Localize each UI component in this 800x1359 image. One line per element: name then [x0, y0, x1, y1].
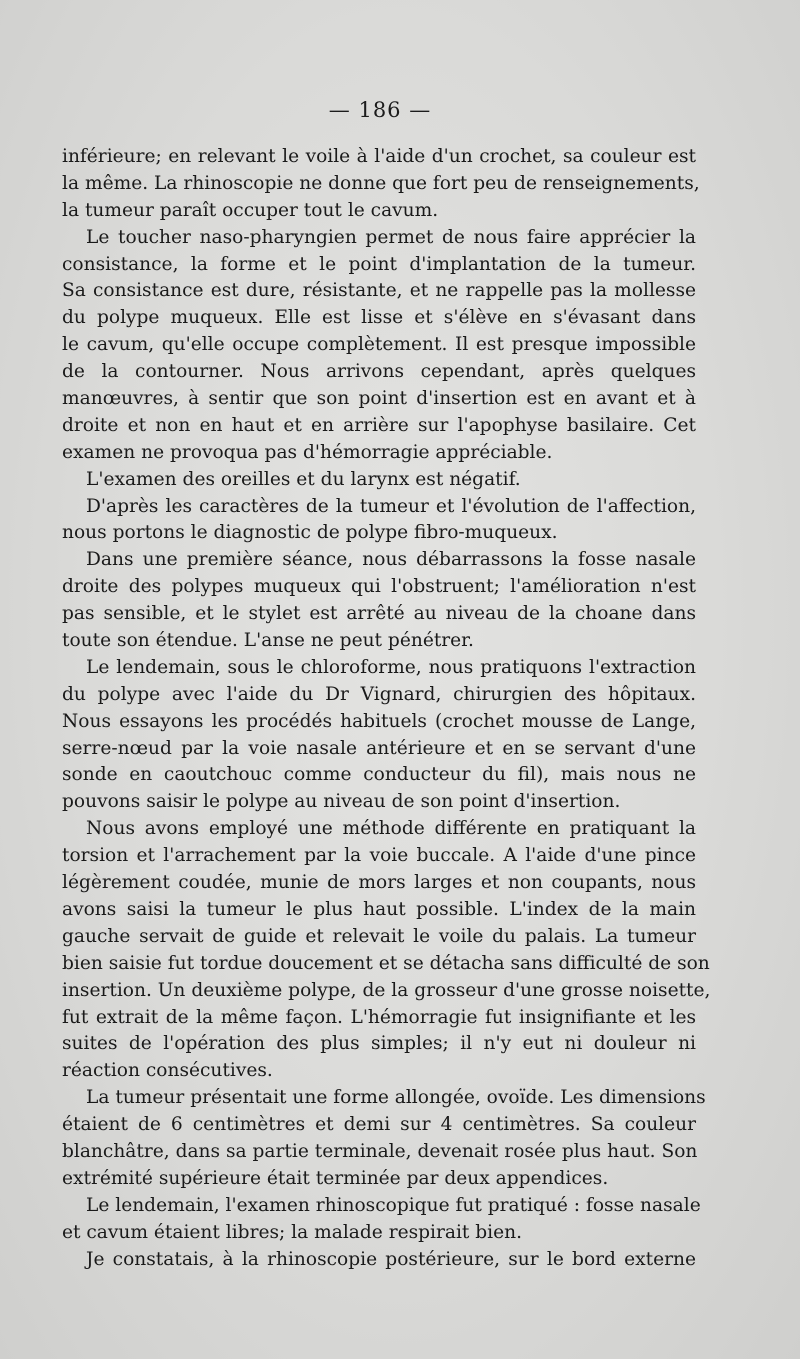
- text-line: manœuvres, à sentir que son point d'insertion est en avant et à: [62, 388, 696, 410]
- text-line: réaction consécutives.: [62, 1060, 273, 1082]
- text-line: Nous avons employé une méthode différente en pratiquant la: [86, 818, 696, 840]
- text-line: pouvons saisir le polype au niveau de son point d'insertion.: [62, 791, 621, 813]
- text-line: D'après les caractères de la tumeur et l'évolution de l'affection,: [86, 495, 696, 517]
- body-text: [62, 144, 711, 1273]
- text-line: Je constatais, à la rhinoscopie postérieure, sur le bord externe: [86, 1248, 696, 1270]
- text-line: droite des polypes muqueux qui l'obstruent; l'amélioration n'est: [62, 576, 696, 598]
- text-line: serre-nœud par la voie nasale antérieure et en se servant d'une: [62, 737, 696, 759]
- text-line: torsion et l'arrachement par la voie buccale. A l'aide d'une pince: [62, 845, 696, 867]
- text-line: bien saisie fut tordue doucement et se détacha sans difficulté de son: [62, 952, 710, 974]
- page-number: — 186 —: [328, 98, 432, 122]
- text-line: inférieure; en relevant le voile à l'aide d'un crochet, sa couleur est: [62, 146, 696, 167]
- text-line: Dans une première séance, nous débarrassons la fosse nasale: [86, 549, 696, 571]
- text-line: consistance, la forme et le point d'implantation de la tumeur.: [62, 253, 696, 275]
- text-line: de la contourner. Nous arrivons cependant, après quelques: [62, 361, 696, 383]
- text-line: toute son étendue. L'anse ne peut pénétrer.: [62, 630, 474, 652]
- text-line: extrémité supérieure était terminée par deux appendices.: [62, 1167, 609, 1189]
- text-line: légèrement coudée, munie de mors larges et non coupants, nous: [62, 872, 696, 894]
- text-line: examen ne provoqua pas d'hémorragie appréciable.: [62, 441, 553, 463]
- text-line: le cavum, qu'elle occupe complètement. Il est presque impossible: [62, 334, 696, 356]
- text-line: gauche servait de guide et relevait le voile du palais. La tumeur: [62, 925, 696, 947]
- text-line: avons saisi la tumeur le plus haut possible. L'index de la main: [62, 898, 696, 920]
- text-line: Le lendemain, l'examen rhinoscopique fut pratiqué : fosse nasale: [86, 1194, 701, 1216]
- text-line: L'examen des oreilles et du larynx est négatif.: [86, 468, 521, 490]
- text-line: du polype avec l'aide du Dr Vignard, chirurgien des hôpitaux.: [62, 683, 696, 705]
- text-line: Le lendemain, sous le chloroforme, nous pratiquons l'extraction: [86, 656, 696, 678]
- text-line: étaient de 6 centimètres et demi sur 4 centimètres. Sa couleur: [62, 1114, 696, 1136]
- text-line: suites de l'opération des plus simples; il n'y eut ni douleur ni: [62, 1033, 696, 1055]
- text-line: La tumeur présentait une forme allongée, ovoïde. Les dimensions: [86, 1087, 706, 1109]
- text-line: nous portons le diagnostic de polype fibro-muqueux.: [62, 522, 558, 544]
- text-line: et cavum étaient libres; la malade respirait bien.: [62, 1221, 523, 1243]
- text-line: blanchâtre, dans sa partie terminale, devenait rosée plus haut. Son: [62, 1140, 698, 1162]
- text-line: pas sensible, et le stylet est arrêté au niveau de la choane dans: [62, 603, 696, 625]
- text-line: du polype muqueux. Elle est lisse et s'élève en s'évasant dans: [62, 307, 696, 329]
- text-line: Nous essayons les procédés habituels (crochet mousse de Lange,: [62, 710, 696, 732]
- text-line: Sa consistance est dure, résistante, et ne rappelle pas la mollesse: [62, 280, 696, 302]
- text-line: la tumeur paraît occuper tout le cavum.: [62, 199, 439, 221]
- text-line: insertion. Un deuxième polype, de la grosseur d'une grosse noisette,: [62, 979, 711, 1001]
- text-line: fut extrait de la même façon. L'hémorragie fut insignifiante et les: [62, 1006, 696, 1028]
- text-line: la même. La rhinoscopie ne donne que fort peu de renseignements,: [62, 172, 700, 194]
- text-line: Le toucher naso-pharyngien permet de nous faire apprécier la: [86, 226, 696, 248]
- text-line: droite et non en haut et en arrière sur l'apophyse basilaire. Cet: [62, 414, 696, 436]
- text-line: sonde en caoutchouc comme conducteur du fil), mais nous ne: [62, 764, 696, 786]
